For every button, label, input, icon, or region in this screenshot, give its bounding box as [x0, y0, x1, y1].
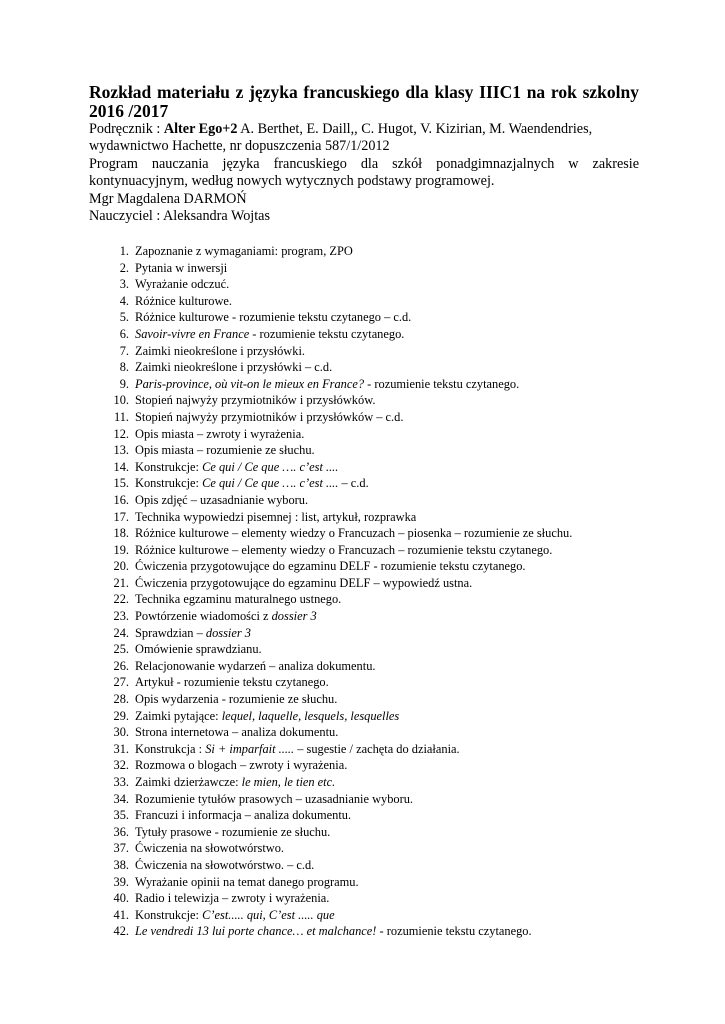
list-item	[88, 857, 668, 874]
list-item	[88, 757, 668, 774]
list-item-text	[129, 591, 341, 608]
list-item-text	[129, 807, 351, 824]
list-item-number: 42.	[113, 924, 129, 939]
list-item-text-part: Artykuł - rozumienie tekstu czytanego.	[135, 675, 329, 690]
list-item-text-part: - rozumienie tekstu czytanego.	[376, 924, 532, 939]
list-item	[88, 708, 668, 725]
list-item-number: 21.	[113, 575, 129, 590]
list-item-text	[129, 326, 404, 343]
textbook-prefix: Podręcznik :	[89, 121, 164, 137]
list-item	[88, 509, 668, 526]
list-item-number: 41.	[113, 907, 129, 922]
list-item-text	[129, 757, 347, 774]
list-item-number: 8.	[119, 360, 129, 375]
list-item-number: 32.	[113, 758, 129, 773]
list-item-italic-text: Savoir-vivre en France	[135, 326, 250, 341]
list-item-number: 35.	[113, 808, 129, 823]
list-item-italic-text: Ce qui / Ce que …. c’est ....	[202, 476, 339, 491]
list-item-number: 13.	[113, 443, 129, 458]
list-item-text-part: Zapoznanie z wymaganiami: program, ZPO	[135, 244, 353, 258]
list-item-italic-text: Paris-province, où vit-on le mieux en France?	[135, 376, 365, 391]
list-item	[88, 492, 668, 509]
list-item-text-part: Konstrukcja :	[135, 741, 206, 756]
list-item-text	[129, 840, 284, 857]
list-item	[88, 459, 668, 476]
list-item-text-part: Wyrażanie odczuć.	[135, 277, 230, 292]
list-item-number: 27.	[113, 675, 129, 690]
list-item-text	[129, 625, 251, 642]
list-item-text-part: Sprawdzian –	[135, 625, 206, 640]
list-item	[88, 293, 668, 310]
list-item-number: 31.	[113, 741, 129, 756]
list-item-text	[129, 824, 330, 841]
list-item-text	[129, 376, 519, 393]
list-item-text	[129, 791, 413, 808]
list-item	[88, 343, 668, 360]
list-item	[88, 409, 668, 426]
list-item-number: 23.	[113, 609, 129, 624]
list-item-number: 34.	[113, 791, 129, 806]
list-item-text	[129, 409, 403, 426]
teacher-line: Nauczyciel : Aleksandra Wojtas	[89, 208, 270, 225]
list-item	[88, 608, 668, 625]
list-item-text-part: Zaimki dzierżawcze:	[135, 775, 242, 789]
list-item-italic-text: dossier 3	[205, 625, 251, 640]
list-item	[88, 243, 668, 260]
document-title: Rozkład materiału z języka francuskiego dla klasy IIIC1 na rok szkolny 2016 /2017	[89, 82, 639, 121]
list-item-text-part: Różnice kulturowe – elementy wiedzy o Francuzach – rozumienie tekstu czytanego.	[135, 542, 553, 557]
list-item-number: 17.	[113, 509, 129, 524]
list-item-number: 22.	[113, 592, 129, 607]
list-item-text-part: Wyrażanie opinii na temat danego programu.	[135, 874, 359, 889]
list-item-text-part: – sugestie / zachęta do działania.	[294, 741, 460, 756]
list-item	[88, 326, 668, 343]
list-item-number: 11.	[113, 409, 129, 424]
list-item-number: 10.	[113, 393, 129, 408]
list-item-number: 28.	[113, 692, 129, 707]
list-item-text	[129, 890, 329, 907]
textbook-authors: A. Berthet, E. Daill,, C. Hugot, V. Kizirian, M. Waendendries,	[237, 121, 593, 137]
list-item-text	[129, 492, 308, 509]
list-item	[88, 359, 668, 376]
list-item-number: 12.	[113, 426, 129, 441]
list-item	[88, 625, 668, 642]
list-item	[88, 442, 668, 459]
list-item-text-part: Zaimki nieokreślone i przysłówki.	[135, 343, 305, 358]
list-item	[88, 923, 668, 940]
list-item-text-part: Francuzi i informacja – analiza dokumentu.	[135, 808, 352, 823]
list-item-text	[129, 724, 338, 741]
list-item	[88, 840, 668, 857]
list-item-text-part: Różnice kulturowe.	[135, 293, 233, 308]
list-item-text	[129, 426, 304, 443]
list-item-text	[129, 525, 572, 542]
list-item-text	[129, 608, 317, 625]
list-item-number: 36.	[113, 824, 129, 839]
list-item-text-part: Zaimki nieokreślone i przysłówki – c.d.	[135, 360, 333, 375]
list-item-text-part: Radio i telewizja – zwroty i wyrażenia.	[135, 891, 330, 906]
list-item	[88, 741, 668, 758]
list-item-text	[129, 392, 375, 409]
list-item-text	[129, 907, 335, 924]
list-item-number: 38.	[113, 857, 129, 872]
list-item	[88, 907, 668, 924]
textbook-line	[89, 121, 639, 138]
list-item-number: 16.	[113, 492, 129, 507]
list-item	[88, 575, 668, 592]
list-item-italic-text: dossier 3	[271, 609, 317, 624]
list-item-text-part: Stopień najwyży przymiotników i przysłówków.	[135, 393, 376, 408]
topic-list	[88, 243, 668, 940]
list-item-number: 39.	[113, 874, 129, 889]
list-item-text	[129, 359, 332, 376]
list-item	[88, 376, 668, 393]
list-item-number: 3.	[119, 277, 129, 292]
list-item-text	[129, 459, 338, 476]
document-header	[89, 83, 639, 225]
list-item-italic-text: Si + imparfait .....	[205, 741, 295, 756]
list-item-text-part: Konstrukcje:	[135, 459, 203, 474]
list-item-text	[129, 475, 369, 492]
textbook-name: Alter Ego+2	[163, 121, 238, 137]
list-item-text-part: Omówienie sprawdzianu.	[135, 642, 262, 657]
list-item-text-part: Relacjonowanie wydarzeń – analiza dokumentu.	[135, 658, 376, 673]
list-item-text-part: Ćwiczenia na słowotwórstwo.	[135, 841, 285, 856]
list-item-text-part: Strona internetowa – analiza dokumentu.	[135, 725, 339, 740]
list-item-text	[129, 874, 359, 891]
program-line: Program nauczania języka francuskiego dla szkół ponadgimnazjalnych w zakresie kontynuacyjnym, według nowych wytycznych podstawy programowej.	[89, 155, 639, 190]
list-item-text-part: Rozmowa o blogach – zwroty i wyrażenia.	[135, 758, 348, 773]
list-item-text-part: Rozumienie tytułów prasowych – uzasadnianie wyboru.	[135, 791, 414, 806]
list-item-text	[129, 276, 229, 293]
list-item	[88, 791, 668, 808]
list-item-text-part: Pytania w inwersji	[135, 260, 228, 275]
list-item-text	[129, 741, 460, 758]
list-item-text-part: – c.d.	[338, 476, 369, 491]
list-item	[88, 475, 668, 492]
list-item	[88, 558, 668, 575]
list-item	[88, 542, 668, 559]
list-item-number: 9.	[119, 376, 129, 391]
list-item	[88, 525, 668, 542]
list-item-text-part: Opis zdjęć – uzasadnianie wyboru.	[135, 492, 309, 507]
list-item-text-part: Opis miasta – zwroty i wyrażenia.	[135, 426, 305, 441]
list-item	[88, 724, 668, 741]
list-item-text	[129, 509, 416, 526]
list-item-text-part: - rozumienie tekstu czytanego.	[364, 376, 520, 391]
list-item-number: 5.	[119, 310, 129, 325]
list-item-text	[129, 708, 399, 725]
list-item-text-part: Opis wydarzenia - rozumienie ze słuchu.	[135, 692, 338, 707]
list-item-text-part: Różnice kulturowe – elementy wiedzy o Francuzach – piosenka – rozumienie ze słuchu.	[135, 526, 573, 541]
list-item-number: 30.	[113, 725, 129, 740]
publisher-line: wydawnictwo Hachette, nr dopuszczenia 587/1/2012	[89, 138, 390, 155]
list-item-text	[129, 641, 262, 658]
list-item-text	[129, 260, 227, 277]
list-item	[88, 426, 668, 443]
list-item-text	[129, 923, 532, 940]
list-item	[88, 641, 668, 658]
list-item-text	[129, 658, 376, 675]
list-item-number: 18.	[113, 526, 129, 541]
list-item-text-part: Tytuły prasowe - rozumienie ze słuchu.	[135, 824, 331, 839]
list-item	[88, 674, 668, 691]
list-item-text-part: Powtórzenie wiadomości z	[135, 609, 272, 624]
list-item-number: 1.	[119, 244, 129, 258]
list-item-number: 26.	[113, 658, 129, 673]
list-item-text	[129, 691, 337, 708]
list-item-number: 25.	[113, 642, 129, 657]
list-item-text-part: Technika wypowiedzi pisemnej : list, artykuł, rozprawka	[135, 509, 417, 524]
list-item-text-part: Technika egzaminu maturalnego ustnego.	[135, 592, 342, 607]
list-item	[88, 658, 668, 675]
list-item-italic-text: C’est..... qui, C’est ..... que	[202, 907, 335, 922]
list-item-text	[129, 442, 315, 459]
list-item	[88, 874, 668, 891]
list-item-italic-text: le mien, le tien etc.	[241, 775, 336, 789]
list-item	[88, 309, 668, 326]
list-item	[88, 691, 668, 708]
list-item-text-part: Ćwiczenia na słowotwórstwo. – c.d.	[135, 857, 315, 872]
list-item	[88, 392, 668, 409]
list-item-number: 40.	[113, 891, 129, 906]
list-item-text	[129, 774, 335, 791]
list-item-text	[129, 674, 329, 691]
list-item-number: 19.	[113, 542, 129, 557]
list-item	[88, 890, 668, 907]
list-item-text-part: Ćwiczenia przygotowujące do egzaminu DELF – wypowiedź ustna.	[135, 575, 473, 590]
list-item-text	[129, 343, 305, 360]
list-item-number: 24.	[113, 625, 129, 640]
list-item-number: 2.	[119, 260, 129, 275]
list-item-italic-text: Le vendredi 13 lui porte chance… et malchance!	[135, 924, 377, 939]
list-item-text-part: Konstrukcje:	[135, 476, 203, 491]
list-item-number: 4.	[119, 293, 129, 308]
list-item-number: 29.	[113, 708, 129, 723]
list-item-text-part: Zaimki pytające:	[135, 708, 222, 723]
list-item	[88, 807, 668, 824]
list-item-number: 7.	[119, 343, 129, 358]
list-item-text	[129, 542, 552, 559]
list-item-text-part: Stopień najwyży przymiotników i przysłówków – c.d.	[135, 409, 404, 424]
list-item-text	[129, 857, 314, 874]
list-item	[88, 591, 668, 608]
list-item-number: 20.	[113, 559, 129, 574]
list-item-number: 33.	[113, 775, 129, 789]
list-item-text-part: Różnice kulturowe - rozumienie tekstu czytanego – c.d.	[135, 310, 412, 325]
list-item-text	[129, 293, 232, 310]
list-item-number: 37.	[113, 841, 129, 856]
list-item	[88, 774, 668, 791]
list-item-italic-text: lequel, laquelle, lesquels, lesquelles	[221, 708, 400, 723]
list-item-text	[129, 243, 353, 260]
list-item-italic-text: Ce qui / Ce que …. c’est ....	[202, 459, 339, 474]
list-item-text-part: Opis miasta – rozumienie ze słuchu.	[135, 443, 315, 458]
list-item-text-part: Ćwiczenia przygotowujące do egzaminu DELF - rozumienie tekstu czytanego.	[135, 559, 526, 574]
list-item	[88, 276, 668, 293]
list-item-text-part: - rozumienie tekstu czytanego.	[249, 326, 405, 341]
list-item	[88, 824, 668, 841]
list-item-text-part: Konstrukcje:	[135, 907, 203, 922]
list-item-text	[129, 309, 411, 326]
list-item-number: 15.	[113, 476, 129, 491]
list-item-text	[129, 558, 526, 575]
author-line: Mgr Magdalena DARMOŃ	[89, 190, 247, 207]
list-item-number: 14.	[113, 459, 129, 474]
list-item-text	[129, 575, 472, 592]
list-item	[88, 260, 668, 277]
list-item-number: 6.	[119, 326, 129, 341]
